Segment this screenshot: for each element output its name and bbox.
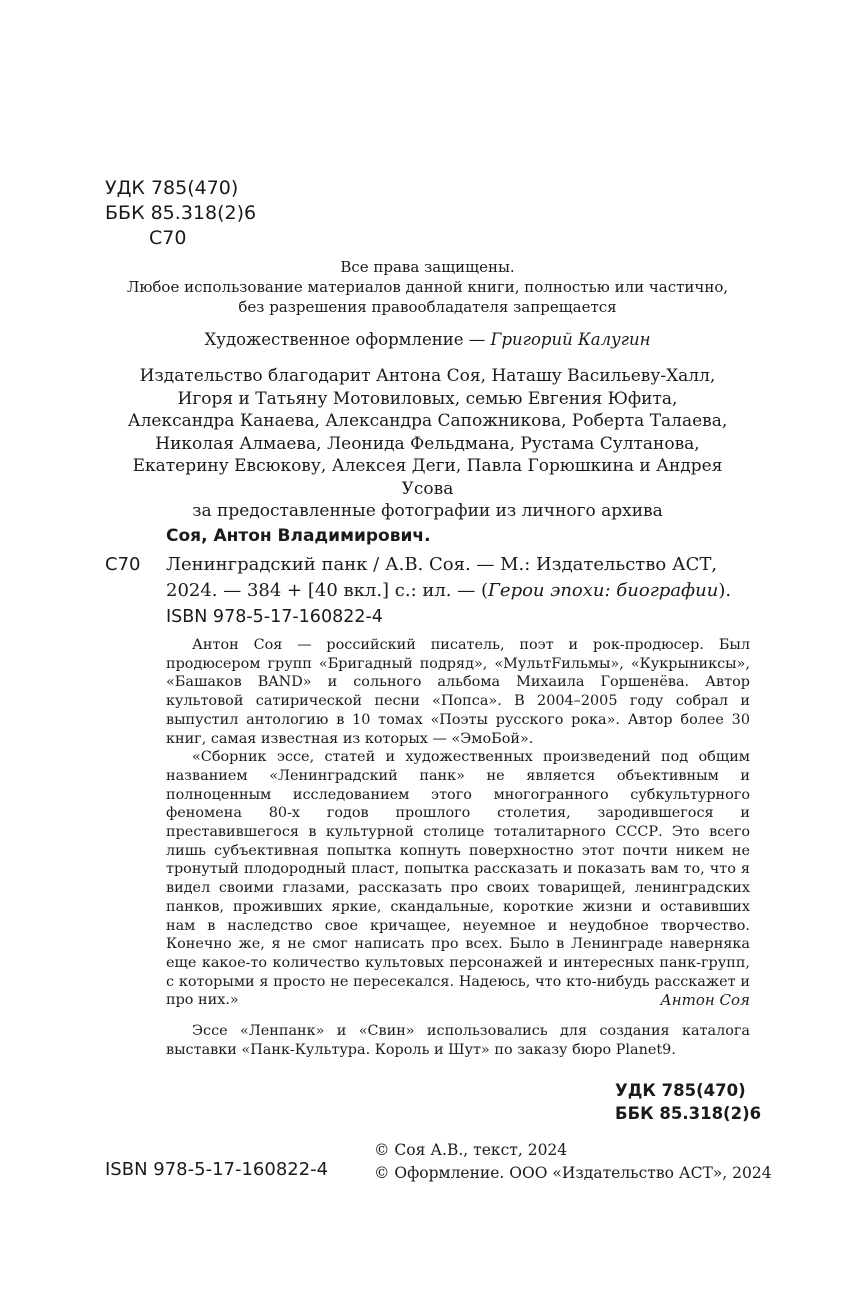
card-extent-line (166, 578, 766, 604)
card-sign: С70 (105, 554, 141, 575)
card-title-line: Ленинградский панк / А.В. Соя. — М.: Издательство АСТ, (166, 554, 718, 575)
annotation-paragraph: Антон Соя — российский писатель, поэт и рок-продюсер. Был продюсером групп «Бригадный подряд», «МультFильмы», «Кукрыниксы», «Башаков BAND» и сольного альбома Михаила Горшенёва. Автор культовой сатирической песни «Попса». В 2004–2005 году собрал и выпустил антологию в 10 томах «Поэты русского рока». Автор более 30 книг, самая известная из которых — «ЭмоБой». (166, 637, 750, 747)
card-extent-end: ). (718, 580, 732, 601)
thanks-line: Игоря и Татьяну Мотовиловых, семью Евгения Юфита, (177, 388, 678, 409)
author-sign: С70 (149, 227, 187, 249)
thanks-line: Николая Алмаева, Леонида Фельдмана, Рустама Султанова, (155, 433, 700, 454)
udk-code: УДК 785(470) (105, 177, 239, 199)
rights-line: Все права защищены. (340, 258, 515, 276)
copyright-design: © Оформление. ООО «Издательство АСТ», 2024 (374, 1164, 772, 1182)
card-description (166, 552, 766, 604)
annotation (166, 636, 750, 1010)
footer-codes (615, 1079, 761, 1125)
designer-name: Григорий Калугин (490, 330, 651, 349)
thanks-line: Издательство благодарит Антона Соя, Наташу Васильеву-Халл, (139, 366, 716, 386)
annotation-signature: Антон Соя (660, 991, 750, 1009)
catalog-note-text: Эссе «Ленпанк» и «Свин» использовались для создания каталога выставки «Панк-Культура. Король и Шут» по заказу бюро Planet9. (166, 1023, 750, 1058)
annotation-paragraph: «Сборник эссе, статей и художественных произведений под общим названием «Ленинградский панк» не является объективным и полноценным исследованием этого многогранного субкультурного феномена 80-х годов прошлого столетия, зародившегося и преставившегося в культурной столице тоталитарного СССР. Это всего лишь субъективная попытка копнуть поверхностно этот почти никем не тронутый плодородный пласт, попытка рассказать и показать вам то, что я видел своими глазами, рассказать про своих товарищей, ленинградских панков, проживших яркие, скандальные, короткие жизни и оставивших нам в наследство свое кричащее, неуемное и неудобное творчество. Конечно же, я не смог написать про всех. Было в Ленинграде наверняка еще какое-то количество культовых персонажей и интересных панк-групп, с которыми я просто не пересекался. Надеюсь, что кто-нибудь расскажет и про них.» (166, 749, 750, 1009)
thanks-line: Екатерину Евсюкову, Алексея Деги, Павла Горюшкина и Андрея Усова (132, 456, 723, 499)
thanks-line: за предоставленные фотографии из личного архива (192, 501, 663, 521)
design-credit-label: Художественное оформление — (204, 330, 486, 349)
card-series: Герои эпохи: биографии (488, 580, 719, 601)
card-isbn: ISBN 978-5-17-160822-4 (166, 607, 383, 627)
catalog-note (166, 1022, 750, 1059)
copyright-text: © Соя А.В., текст, 2024 (374, 1141, 568, 1159)
thanks-block (105, 365, 750, 523)
rights-line: без разрешения правообладателя запрещается (238, 298, 617, 316)
card-extent: 2024. — 384 + [40 вкл.] с.: ил. — ( (166, 580, 488, 601)
card-author: Соя, Антон Владимирович. (166, 526, 431, 546)
thanks-line: Александра Канаева, Александра Сапожникова, Роберта Талаева, (127, 411, 728, 431)
footer-bbk: ББК 85.318(2)6 (615, 1104, 762, 1123)
design-credit (105, 330, 750, 349)
bbk-code: ББК 85.318(2)6 (105, 202, 257, 224)
copyright-block (374, 1139, 772, 1185)
rights-line: Любое использование материалов данной книги, полностью или частично, (126, 278, 729, 296)
rights-notice (105, 257, 750, 317)
footer-udk: УДК 785(470) (615, 1081, 746, 1100)
footer-isbn: ISBN 978-5-17-160822-4 (105, 1159, 329, 1180)
header-codes (105, 176, 256, 251)
